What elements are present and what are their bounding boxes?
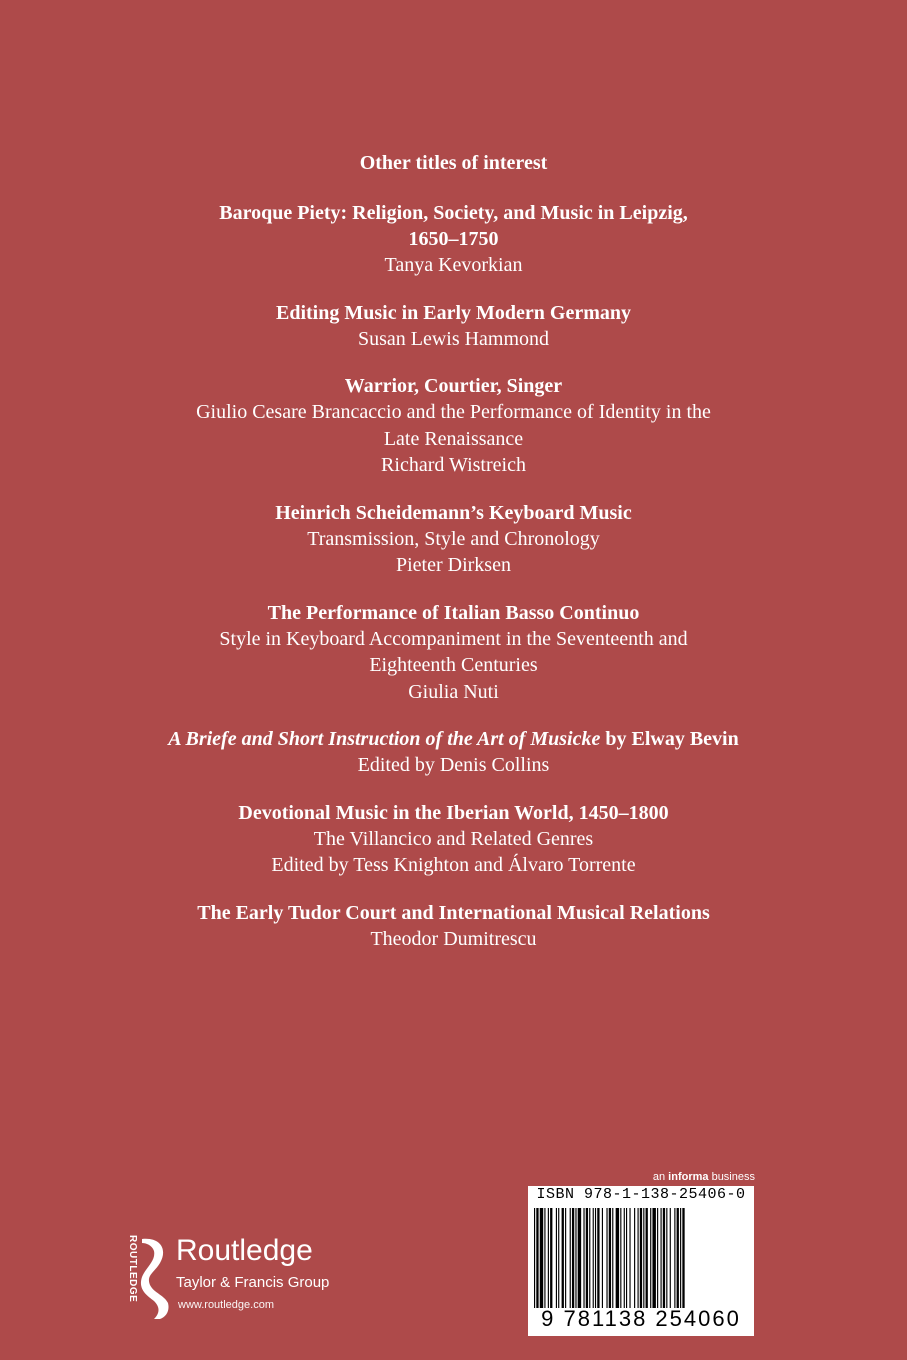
book-title-suffix: by Elway Bevin	[600, 728, 739, 750]
titles-list	[0, 150, 907, 973]
routledge-logo-icon	[120, 1233, 172, 1321]
book-title-italic: A Briefe and Short Instruction of the Art of Musicke	[168, 728, 601, 750]
book-subtitle: Style in Keyboard Accompaniment in the Seventeenth and Eighteenth Centuries	[219, 627, 688, 676]
section-heading: Other titles of interest	[359, 152, 548, 174]
book-title: Baroque Piety: Religion, Society, and Music in Leipzig, 1650–1750	[219, 202, 688, 250]
book-entry	[0, 800, 907, 879]
book-author: Susan Lewis Hammond	[357, 327, 550, 350]
publisher-logo	[116, 1232, 376, 1322]
informa-suffix: business	[708, 1171, 755, 1183]
book-subtitle: Transmission, Style and Chronology	[307, 527, 600, 550]
book-entry	[0, 600, 907, 706]
book-entry	[0, 200, 907, 279]
book-author: Theodor Dumitrescu	[370, 927, 537, 950]
informa-brand: informa	[668, 1171, 709, 1183]
book-title: Warrior, Courtier, Singer	[344, 375, 563, 397]
book-subtitle: Giulio Cesare Brancaccio and the Performance of Identity in the Late Renaissance	[196, 401, 711, 450]
publisher-group: Taylor & Francis Group	[176, 1274, 330, 1291]
book-subtitle: The Villancico and Related Genres	[313, 827, 594, 850]
book-author: Pieter Dirksen	[396, 554, 511, 576]
book-entry	[0, 300, 907, 353]
book-author: Tanya Kevorkian	[384, 254, 523, 276]
book-entry	[0, 373, 907, 479]
isbn-label: ISBN 978-1-138-25406-0	[536, 1186, 746, 1203]
ean-number: 9 781138 254060	[541, 1306, 741, 1331]
book-title	[74, 726, 834, 752]
informa-prefix: an	[652, 1171, 669, 1183]
book-title: Heinrich Scheidemann’s Keyboard Music	[275, 501, 632, 524]
barcode-panel	[528, 1186, 754, 1336]
informa-tagline	[560, 1171, 755, 1183]
book-title: Editing Music in Early Modern Germany	[276, 301, 631, 324]
book-title: Devotional Music in the Iberian World, 1450–1800	[238, 801, 669, 824]
book-entry	[0, 900, 907, 953]
barcode-icon	[534, 1208, 748, 1308]
publisher-name: Routledge	[176, 1234, 313, 1267]
book-entry	[0, 726, 907, 779]
book-author: Richard Wistreich	[381, 454, 526, 476]
book-editor: Edited by Tess Knighton and Álvaro Torrente	[271, 854, 636, 876]
book-author: Giulia Nuti	[408, 680, 499, 703]
book-editor: Edited by Denis Collins	[357, 754, 550, 776]
book-title: The Early Tudor Court and International Musical Relations	[197, 901, 710, 924]
book-title: The Performance of Italian Basso Continuo	[267, 601, 640, 624]
spine-text: ROUTLEDGE	[127, 1235, 138, 1303]
book-entry	[0, 500, 907, 579]
publisher-url: www.routledge.com	[178, 1299, 274, 1311]
